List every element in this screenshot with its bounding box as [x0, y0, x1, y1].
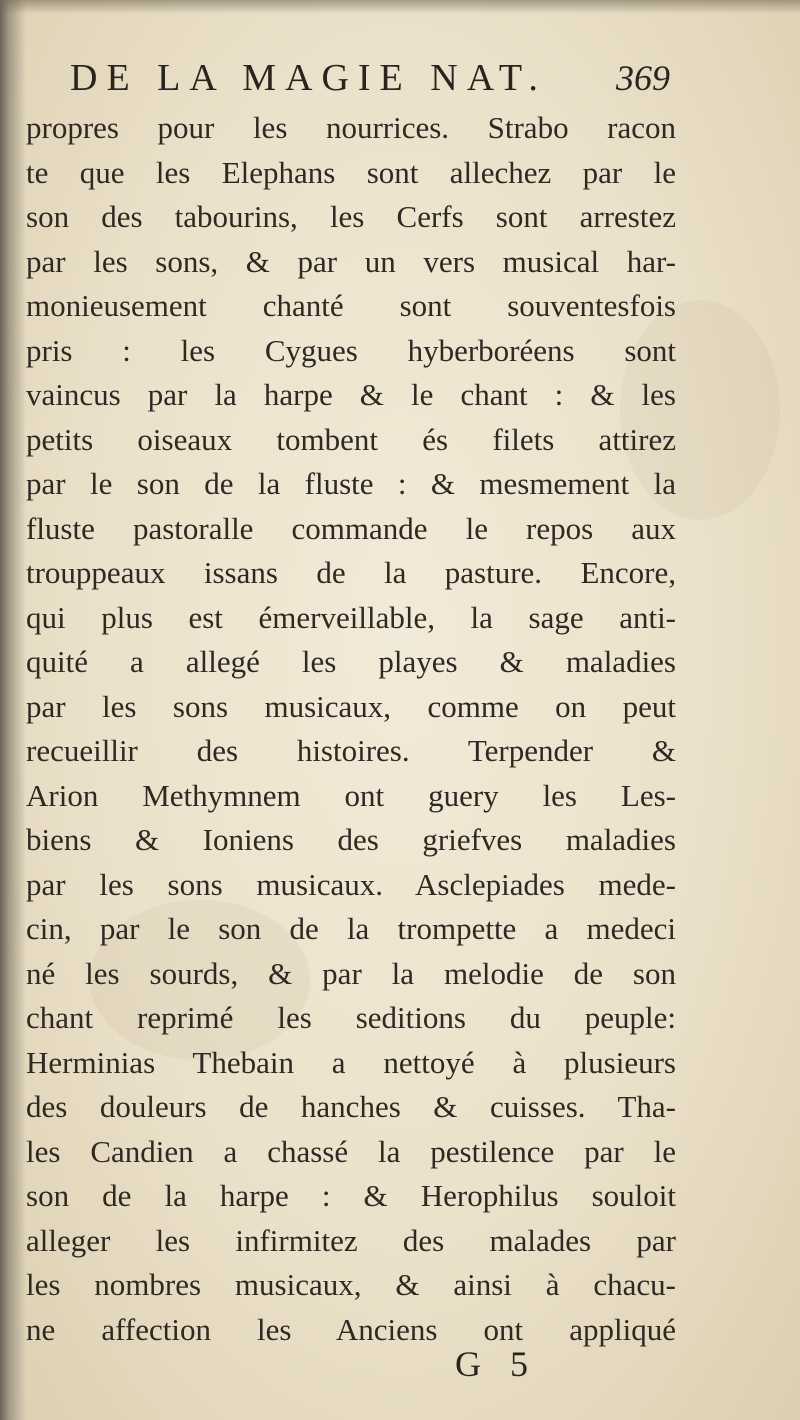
page-number: 369 [616, 58, 670, 98]
text-line: des douleurs de hanches & cuisses. Tha- [26, 1089, 676, 1124]
text-line: biens & Ioniens des griefves maladies [26, 822, 676, 857]
text-line: son des tabourins, les Cerfs sont arrestez [26, 199, 676, 234]
text-line: par les sons musicaux. Asclepiades mede- [26, 866, 676, 902]
text-line: recueillir des histoires. Terpender & [26, 733, 676, 768]
text-line: cin, par le son de la trompette a medeci [26, 911, 676, 946]
text-line: vaincus par la harpe & le chant : & les [26, 377, 676, 412]
body-text [26, 106, 676, 1352]
page-header [70, 50, 670, 106]
running-title: DE LA MAGIE NAT. [70, 57, 547, 99]
page-gutter-shadow [0, 0, 26, 1420]
text-line: fluste pastoralle commande le repos aux [26, 510, 676, 546]
text-line: propres pour les nourrices. Strabo racon [26, 110, 676, 145]
text-line: trouppeaux issans de la pasture. Encore, [26, 555, 676, 590]
text-line: né les sourds, & par la melodie de son [26, 955, 676, 991]
text-line: te que les Elephans sont allechez par le [26, 154, 676, 190]
text-line: les nombres musicaux, & ainsi à chacu- [26, 1267, 676, 1302]
text-line: ne affection les Anciens ont appliqué [26, 1311, 676, 1347]
text-line: son de la harpe : & Herophilus souloit [26, 1178, 676, 1213]
text-line: pris : les Cygues hyberboréens sont [26, 332, 676, 368]
text-line: Arion Methymnem ont guery les Les- [26, 777, 676, 813]
text-line: qui plus est émerveillable, la sage anti- [26, 599, 676, 635]
text-line: par les sons musicaux, comme on peut [26, 688, 676, 724]
text-line: par les sons, & par un vers musical har- [26, 243, 676, 279]
page-top-shadow [0, 0, 800, 14]
text-line: Herminias Thebain a nettoyé à plusieurs [26, 1044, 676, 1080]
text-line: les Candien a chassé la pestilence par le [26, 1133, 676, 1169]
text-line: chant reprimé les seditions du peuple: [26, 1000, 676, 1035]
signature-mark: G 5 [455, 1344, 538, 1384]
text-line: par le son de la fluste : & mesmement la [26, 466, 676, 501]
text-line: quité a allegé les playes & maladies [26, 644, 676, 679]
text-line: alleger les infirmitez des malades par [26, 1222, 676, 1258]
text-line: monieusement chanté sont souventesfois [26, 288, 676, 323]
text-line: petits oiseaux tombent és filets attirez [26, 421, 676, 457]
